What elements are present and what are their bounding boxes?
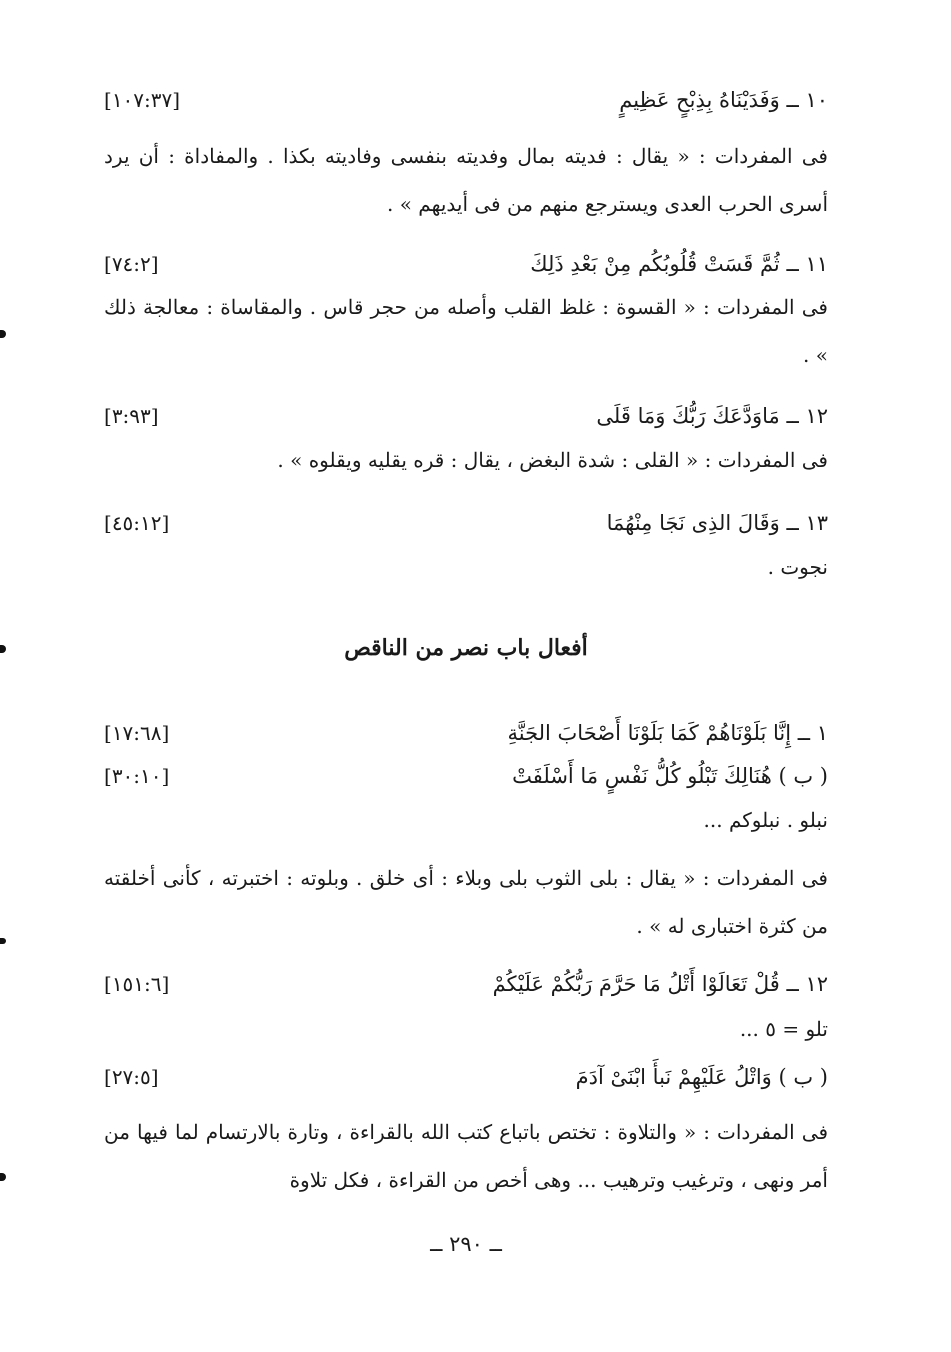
verse-line [104,80,828,120]
verse-line [104,756,828,796]
scan-edge-mark [0,330,6,338]
verse-text: ١ ــ إِنَّا بَلَوْنَاهُمْ كَمَا بَلَوْنَا أَصْحَابَ الجَنَّةِ [507,721,828,745]
verse-line [104,713,828,753]
verse-text: ( ب ) هُنَالِكَ تَبْلُو كُلُّ نَفْسٍ مَا أَسْلَفَتْ [512,764,828,788]
commentary-paragraph: فى المفردات : « يقال : بلى الثوب بلى وبلاء : أى خلق . وبلوته : اختبرته ، كأنى أخلقته من كثرة اختبارى له » . [104,866,828,938]
commentary-paragraph: فى المفردات : « القسوة : غلظ القلب وأصله من حجر قاس . والمقاساة : معالجة ذلك » . [104,295,828,367]
verse-text: ١٢ ــ مَاوَدَّعَكَ رَبُّكَ وَمَا قَلَى [596,404,828,428]
commentary-paragraph: فى المفردات : « القلى : شدة البغض ، يقال : قره يقليه ويقلوه » . [277,448,828,472]
verse-reference: [٣٠:١٠] [104,764,170,788]
verse-line [104,503,828,543]
verse-reference: [١٥١:٦] [104,972,170,996]
commentary-paragraph: نجوت . [767,555,828,579]
verse-line [104,396,828,436]
verse-text: ١٣ ــ وَقَالَ الذِى نَجَا مِنْهُمَا [606,511,828,535]
verse-text: ( ب ) وَاتْلُ عَلَيْهِمْ نَبأَ ابْنَىْ آدَمَ [575,1065,828,1089]
verse-reference: [٢٧:٥] [104,1065,159,1089]
verse-line [104,1057,828,1097]
section-heading: أفعال باب نصر من الناقص [344,635,588,661]
verse-line [104,964,828,1004]
verse-reference: [٧٤:٢] [104,252,159,276]
verse-text: ١٢ ــ قُلْ تَعَالَوْا أَتْلُ مَا حَرَّمَ رَبُّكُمْ عَلَيْكُمْ [492,972,828,996]
scan-edge-mark [0,938,6,944]
scan-edge-mark [0,1173,6,1181]
verse-text: ١١ ــ ثُمَّ قَسَتْ قُلُوبُكُم مِنْ بَعْدِ ذَلِكَ [530,252,828,276]
verse-text: ١٠ ــ وَفَدَيْنَاهُ بِذِبْحٍ عَظِيمٍ [619,88,828,112]
verse-reference: [١٧:٦٨] [104,721,170,745]
verse-reference: [١٠٧:٣٧] [104,88,181,112]
page-number: ــ ٢٩٠ ــ [430,1232,502,1256]
commentary-paragraph: نبلو . نبلوكم ... [703,808,828,832]
commentary-paragraph: تلو = ٥ ... [739,1017,828,1041]
commentary-paragraph: فى المفردات : « يقال : فديته بمال وفديته بنفسى وفاديته بكذا . والمفاداة : أن يرد أسرى الحرب العدى ويسترجع منهم من فى أيديهم » . [104,144,828,216]
verse-reference: [٣:٩٣] [104,404,159,428]
verse-line [104,244,828,284]
scan-edge-mark [0,645,6,653]
commentary-paragraph: فى المفردات : « والتلاوة : تختص باتباع كتب الله بالقراءة ، وتارة بالارتسام لما فيها من أمر ونهى ، وترغيب وترهيب ... وهى أخص من القراءة ، فكل تلاوة [104,1120,828,1192]
verse-reference: [٤٥:١٢] [104,511,170,535]
